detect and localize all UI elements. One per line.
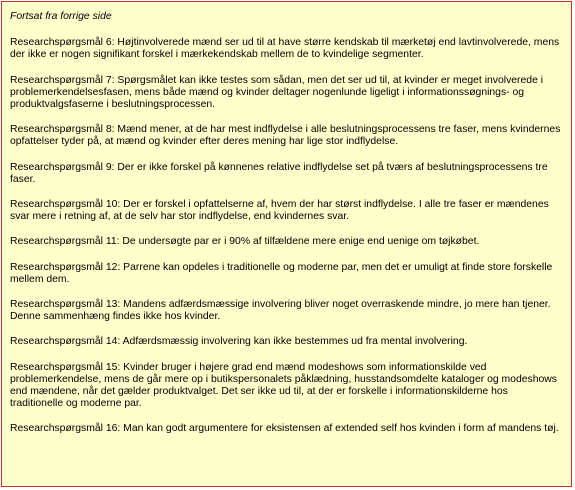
paragraph-rq7: Researchspørgsmål 7: Spørgsmålet kan ikke testes som sådan, men det ser ud til, at kvinder er meget involverede i problemerkendelsesfasen, mens både mænd og kvinder deltager nogenlunde ligeligt i informationssøgnings- og produktvalgsfaserne i beslutningsprocessen. xyxy=(10,74,544,111)
continued-header: Fortsat fra forrige side xyxy=(10,11,112,22)
paragraph-rq15: Researchspørgsmål 15: Kvinder bruger i højere grad end mænd modeshows som informationskilde ved problemerkendelse, mens de går mere op i butikspersonalets påklædning, husstandsomdelte kataloger og modeshows end mændene, når det gælder produktvalget. Det ser ikke ud til, at der er forskelle i informationskilderne hos traditionelle og moderne par. xyxy=(10,361,557,410)
paragraph-rq14: Researchspørgsmål 14: Adfærdsmæssig involvering kan ikke bestemmes ud fra mental involvering. xyxy=(10,336,468,348)
paragraph-rq13: Researchspørgsmål 13: Mandens adfærdsmæssige involvering bliver noget overraskende mindre, jo mere han tjener. Denne sammenhæng findes ikke hos kvinder. xyxy=(10,299,551,323)
paragraph-rq10: Researchspørgsmål 10: Der er forskel i opfattelserne af, hvem der har størst indflydelse. I alle tre faser er mændenes svar mere i retning af, at de selv har stor indflydelse, end kvindernes svar. xyxy=(10,199,549,223)
paragraph-rq12: Researchspørgsmål 12: Parrene kan opdeles i traditionelle og moderne par, men det er umuligt at finde store forskelle mellem dem. xyxy=(10,261,553,285)
paragraph-rq11: Researchspørgsmål 11: De undersøgte par er i 90% af tilfældene mere enige end uenige om tøjkøbet. xyxy=(10,236,480,248)
paragraph-rq8: Researchspørgsmål 8: Mænd mener, at de har mest indflydelse i alle beslutningsprocessens tre faser, mens kvindernes opfattelser tyder på, at mænd og kvinder efter deres mening har lige stor indflydelse. xyxy=(10,124,561,148)
text-box xyxy=(1,1,572,487)
paragraph-rq9: Researchspørgsmål 9: Der er ikke forskel på kønnenes relative indflydelse set på tværs af beslutningsprocessens tre faser. xyxy=(10,161,548,185)
paragraph-rq6: Researchspørgsmål 6: Højtinvolverede mænd ser ud til at have større kendskab til mærketøj end lavtinvolverede, mens der ikke er nogen signifikant forskel i mærkekendskab mellem de to kvindelige segmenter. xyxy=(10,37,560,61)
paragraph-rq16: Researchspørgsmål 16: Man kan godt argumentere for eksistensen af extended self hos kvinden i form af mandens tøj. xyxy=(10,423,559,435)
paragraph-list xyxy=(10,37,563,435)
